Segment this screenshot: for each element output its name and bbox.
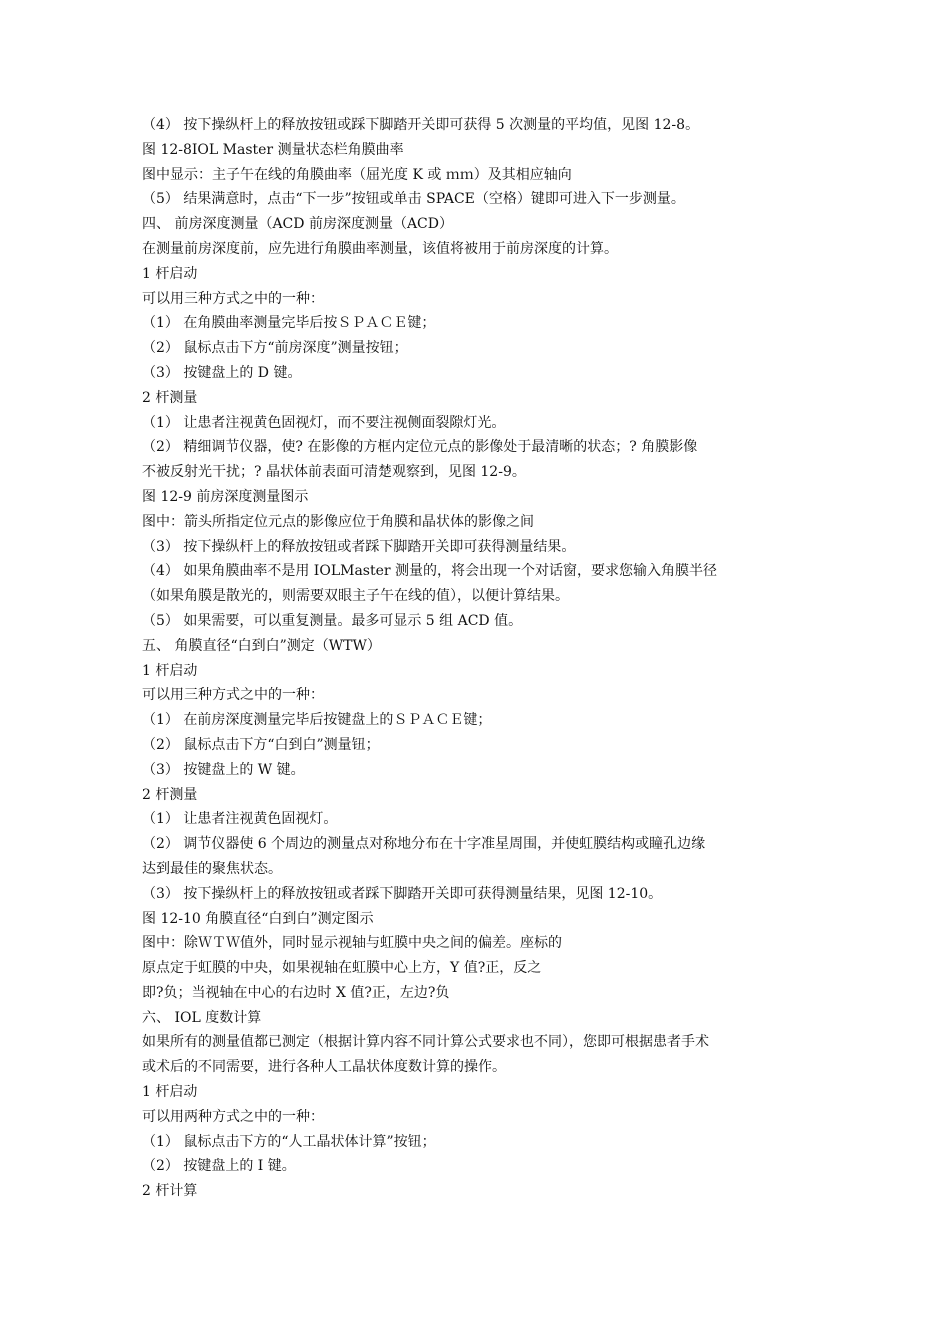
text-line: 在测量前房深度前，应先进行角膜曲率测量，该值将被用于前房深度的计算。 — [142, 240, 618, 257]
list-item: （5） 如果需要，可以重复测量。最多可显示 5 组 ACD 值。 — [142, 612, 523, 629]
subsection-heading: 2 杆测量 — [142, 786, 198, 803]
text-line: 即?负；当视轴在中心的右边时 X 值?正，左边?负 — [142, 984, 450, 1001]
text-line: 图中：箭头所指定位元点的影像应位于角膜和晶状体的影像之间 — [142, 513, 534, 530]
list-item: （3） 按下操纵杆上的释放按钮或者踩下脚踏开关即可获得测量结果。 — [142, 538, 576, 555]
list-item: （4） 如果角膜曲率不是用 IOLMaster 测量的，将会出现一个对话窗，要求您输入角膜半径 — [142, 563, 718, 580]
text-line: 可以用三种方式之中的一种： — [142, 290, 324, 307]
text-line: 原点定于虹膜的中央，如果视轴在虹膜中心上方，Y 值?正，反之 — [142, 960, 542, 977]
list-item: （1） 让患者注视黄色固视灯，而不要注视侧面裂隙灯光。 — [142, 414, 506, 431]
document-body — [142, 113, 832, 1204]
subsection-heading: 1 杆启动 — [142, 265, 198, 282]
list-item: （1） 在前房深度测量完毕后按键盘上的ＳＰＡＣＥ键； — [142, 712, 492, 729]
text-line: 图中：除ＷＴＷ值外，同时显示视轴与虹膜中央之间的偏差。座标的 — [142, 935, 562, 952]
text-line: 可以用三种方式之中的一种： — [142, 687, 324, 704]
text-line: 图中显示：主子午在线的角膜曲率（屈光度 K 或 ｍｍ）及其相应轴向 — [142, 166, 572, 183]
list-item: （1） 在角膜曲率测量完毕后按ＳＰＡＣＥ键； — [142, 315, 436, 332]
text-line: 不被反射光干扰；? 晶状体前表面可清楚观察到，见图 12-9。 — [142, 464, 526, 481]
list-item: （3） 按键盘上的 W 键。 — [142, 761, 305, 778]
figure-caption: 图 12-9 前房深度测量图示 — [142, 488, 309, 505]
section-heading: 六、 IOL 度数计算 — [142, 1009, 262, 1026]
text-line: （如果角膜是散光的，则需要双眼主子午在线的值），以便计算结果。 — [142, 588, 569, 605]
list-item: （2） 调节仪器使 6 个周边的测量点对称地分布在十字准星周围，并使虹膜结构或瞳孔边缘 — [142, 836, 706, 853]
text-line: （4） 按下操纵杆上的释放按钮或踩下脚踏开关即可获得 5 次测量的平均值，见图 12-8。 — [142, 117, 700, 133]
list-item: （3） 按键盘上的 D 键。 — [142, 364, 302, 381]
list-item: （1） 鼠标点击下方的“人工晶状体计算”按钮； — [142, 1133, 436, 1150]
text-line: （5） 结果满意时，点击“下一步”按钮或单击 SPACE（空格）键即可进入下一步测量。 — [142, 191, 685, 208]
list-item: （2） 精细调节仪器，使? 在影像的方框内定位元点的影像处于最清晰的状态；? 角膜影像 — [142, 439, 698, 456]
list-item: （2） 鼠标点击下方“前房深度”测量按钮； — [142, 340, 408, 357]
section-heading: 五、 角膜直径“白到白”测定（WTW） — [142, 637, 381, 654]
list-item: （2） 按键盘上的 I 键。 — [142, 1158, 296, 1175]
subsection-heading: 1 杆启动 — [142, 1084, 198, 1101]
text-line: 或术后的不同需要，进行各种人工晶状体度数计算的操作。 — [142, 1059, 506, 1076]
text-line: 达到最佳的聚焦状态。 — [142, 860, 282, 877]
list-item: （3） 按下操纵杆上的释放按钮或者踩下脚踏开关即可获得测量结果，见图 12-10。 — [142, 885, 663, 902]
text-line: 可以用两种方式之中的一种： — [142, 1108, 324, 1125]
figure-caption: 图 12-10 角膜直径“白到白”测定图示 — [142, 910, 374, 927]
list-item: （2） 鼠标点击下方“白到白”测量钮； — [142, 736, 380, 753]
figure-caption: 图 12-8IOL Master 测量状态栏角膜曲率 — [142, 141, 404, 158]
subsection-heading: 2 杆测量 — [142, 389, 198, 406]
section-heading: 四、 前房深度测量（ACD 前房深度测量（ACD） — [142, 216, 453, 233]
list-item: （1） 让患者注视黄色固视灯。 — [142, 811, 338, 828]
text-line: 如果所有的测量值都已测定（根据计算内容不同计算公式要求也不同），您即可根据患者手术 — [142, 1034, 709, 1051]
subsection-heading: 2 杆计算 — [142, 1183, 198, 1200]
subsection-heading: 1 杆启动 — [142, 662, 198, 679]
